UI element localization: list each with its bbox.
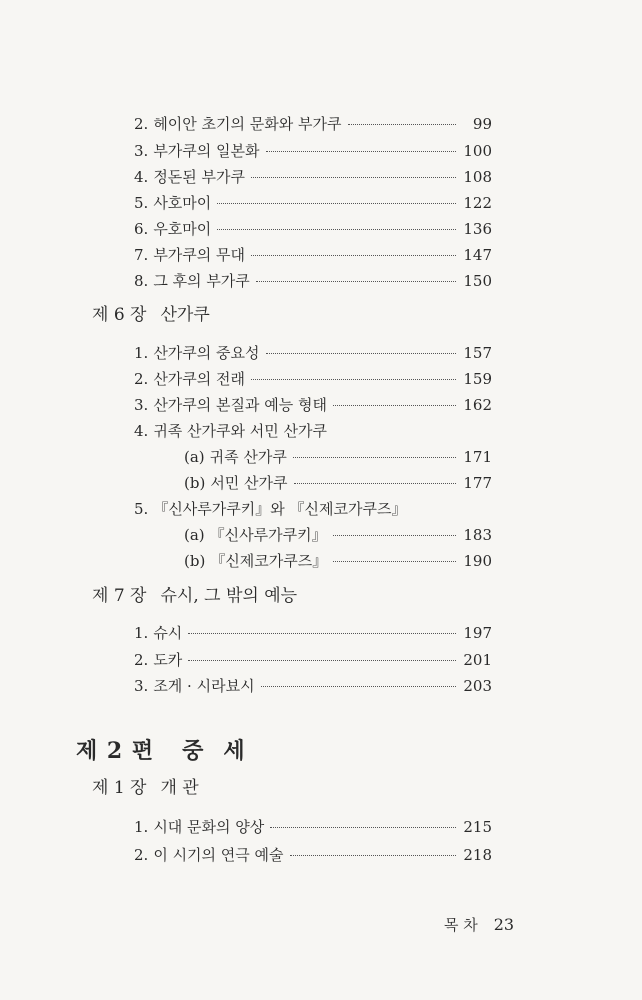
- toc-entry[interactable]: 3. 부가쿠의 일본화 100: [134, 142, 492, 160]
- dot-leader: [333, 535, 456, 536]
- page-footer: [444, 914, 514, 935]
- toc-entry[interactable]: 5. 사호마이 122: [134, 194, 492, 212]
- page-number: 23: [493, 915, 515, 934]
- toc-entry[interactable]: 2. 헤이안 초기의 문화와 부가쿠 99: [134, 115, 492, 133]
- toc-subentry[interactable]: (a) 귀족 산가쿠 171: [184, 448, 492, 466]
- toc-entry[interactable]: 2. 도카 201: [134, 651, 492, 669]
- dot-leader: [251, 379, 456, 380]
- toc-entry[interactable]: 6. 우호마이 136: [134, 220, 492, 238]
- toc-subentry[interactable]: (a) 『신사루가쿠키』 183: [184, 526, 492, 544]
- dot-leader: [290, 855, 456, 856]
- chapter-heading[interactable]: 제 7 장 슈시, 그 밖의 예능: [92, 586, 298, 606]
- dot-leader: [294, 483, 456, 484]
- dot-leader: [188, 660, 456, 661]
- running-footer-label: 목 차: [444, 916, 478, 934]
- dot-leader: [256, 281, 456, 282]
- dot-leader: [266, 151, 456, 152]
- toc-entry[interactable]: 1. 산가쿠의 중요성 157: [134, 344, 492, 362]
- toc-entry[interactable]: 7. 부가쿠의 무대 147: [134, 246, 492, 264]
- toc-entry[interactable]: 4. 귀족 산가쿠와 서민 산가쿠: [134, 422, 328, 440]
- toc-entry[interactable]: 3. 조게 · 시라뵤시 203: [134, 677, 492, 695]
- dot-leader: [348, 124, 457, 125]
- dot-leader: [261, 686, 456, 687]
- toc-entry[interactable]: 1. 슈시 197: [134, 624, 492, 642]
- dot-leader: [188, 633, 456, 634]
- toc-subentry[interactable]: (b) 서민 산가쿠 177: [184, 474, 492, 492]
- chapter-heading[interactable]: 제 6 장 산가쿠: [92, 305, 210, 325]
- dot-leader: [293, 457, 456, 458]
- toc-entry[interactable]: 4. 정돈된 부가쿠 108: [134, 168, 492, 186]
- toc-subentry[interactable]: (b) 『신제코가쿠즈』 190: [184, 552, 492, 570]
- dot-leader: [333, 561, 456, 562]
- toc-entry[interactable]: 1. 시대 문화의 양상 215: [134, 818, 492, 836]
- dot-leader: [266, 353, 456, 354]
- toc-entry[interactable]: 3. 산가쿠의 본질과 예능 형태 162: [134, 396, 492, 414]
- toc-entry[interactable]: 8. 그 후의 부가쿠 150: [134, 272, 492, 290]
- chapter-heading[interactable]: 제 1 장 개 관: [92, 778, 199, 798]
- dot-leader: [217, 203, 456, 204]
- toc-entry[interactable]: 2. 이 시기의 연극 예술 218: [134, 846, 492, 864]
- dot-leader: [333, 405, 456, 406]
- toc-entry[interactable]: 5. 『신사루가쿠키』와 『신제코가쿠즈』: [134, 500, 407, 518]
- dot-leader: [217, 229, 456, 230]
- dot-leader: [251, 177, 456, 178]
- dot-leader: [270, 827, 456, 828]
- toc-entry[interactable]: 2. 산가쿠의 전래 159: [134, 370, 492, 388]
- part-heading[interactable]: 제 2 편 중세: [76, 738, 265, 764]
- dot-leader: [251, 255, 456, 256]
